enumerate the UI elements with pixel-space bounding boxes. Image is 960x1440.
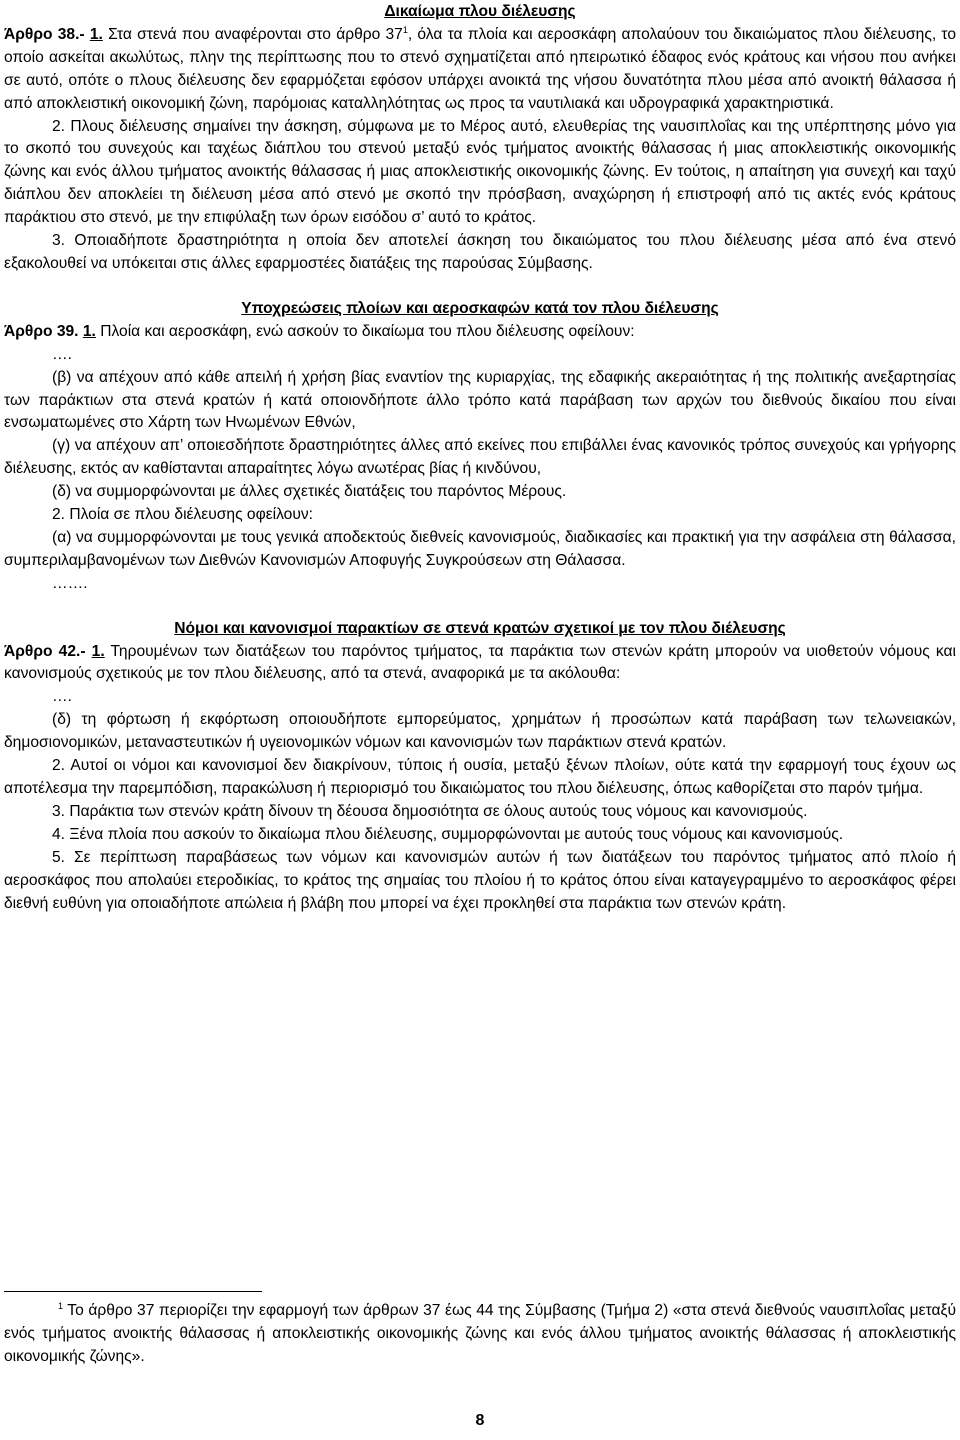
- document-page: [4, 1, 956, 915]
- article-42-paragraph-5: 5. Σε περίπτωση παραβάσεως των νόμων και κανονισμών αυτών ή των διατάξεων του παρόντος τμήματος από πλοίο ή αεροσκάφος που απολαύει ετεροδικίας, το κράτος της σημαίας του πλοίου ή το κράτος όπου είναι καταγεγραμμένο το αεροσκάφος φέρει διεθνή ευθύνη για οποιαδήποτε απώλεια ή βλάβη που μπορεί να έχει προκληθεί στα παράκτια των στενών κράτη.: [4, 848, 956, 912]
- article-38-paragraph-2: 2. Πλους διέλευσης σημαίνει την άσκηση, σύμφωνα με το Μέρος αυτό, ελευθερίας της ναυσιπλοΐας και της υπέρπτησης μόνο για το σκοπό του συνεχούς και ταχέως διάπλου του στενού μεταξύ ενός τμήματος ανοικτής θάλασσας ή μιας αποκλειστικής οικονομικής ζώνης και ενός άλλου τμήματος ανοικτής θάλασσας ή μιας αποκλειστικής οικονομικής ζώνης. Εν τούτοις, η απαίτηση για συνεχή και ταχύ διάπλου δεν αποκλείει τη διέλευση μέσα από στενό με σκοπό την πρόσβαση, αναχώρηση ή επιστροφή από τις ακτές ενός κράτους παράκτιου στο στενό, με την επιφύλαξη των όρων εισόδου σ’ αυτό το κράτος.: [4, 117, 956, 227]
- article-39-text: Πλοία και αεροσκάφη, ενώ ασκούν το δικαίωμα του πλου διέλευσης οφείλουν:: [95, 322, 635, 340]
- article-39-item-d: (δ) να συμμορφώνονται με άλλες σχετικές διατάξεις του παρόντος Μέρους.: [52, 483, 567, 501]
- article-38-label: Άρθρο 38.-: [4, 25, 90, 43]
- article-39-ellipsis-2: …….: [52, 574, 88, 592]
- page-number: 8: [475, 1412, 485, 1429]
- article-39-paragraph-2: 2. Πλοία σε πλου διέλευσης οφείλουν:: [52, 506, 314, 524]
- article-39-paragraph-1: [4, 321, 956, 344]
- article-42-paragraph-3: 3. Παράκτια των στενών κράτη δίνουν τη δέουσα δημοσιότητα σε όλους αυτούς τους νόμους και κανονισμούς.: [52, 802, 808, 820]
- footnote-marker: 1: [58, 1300, 64, 1311]
- article-38-paragraph-1: [4, 24, 956, 116]
- article-39-item-a: (α) να συμμορφώνονται με τους γενικά αποδεκτούς διεθνείς κανονισμούς, διαδικασίες και πρακτική για την ασφάλεια στη θάλασσα, συμπεριλαμβανομένων των Διεθνών Κανονισμών Αποφυγής Συγκρούσεων στη Θάλασσα.: [4, 528, 956, 569]
- section-title-transit-passage-right: Δικαίωμα πλου διέλευσης: [384, 3, 576, 20]
- article-42-text: Τηρουμένων των διατάξεων του παρόντος τμήματος, τα παράκτια των στενών κράτη μπορούν να υιοθετούν νόμους και κανονισμούς σχετικούς με τον πλου διέλευσης, από τα στενά, αναφορικά με τα ακόλουθα:: [4, 642, 956, 683]
- article-42-paragraph-4: 4. Ξένα πλοία που ασκούν το δικαίωμα πλου διέλευσης, συμμορφώνονται με αυτούς τους νόμους και κανονισμούς.: [52, 825, 844, 843]
- article-39-item-c: (γ) να απέχουν απ’ οποιεσδήποτε δραστηριότητες άλλες από εκείνες που επιβάλλει ένας κανονικός τρόπος συνεχούς και γρήγορης διέλευσης, εκτός αν καθίστανται απαραίτητες λόγω ανωτέρας βίας ή κινδύνου,: [4, 437, 956, 478]
- article-42-paragraph-2: 2. Αυτοί οι νόμοι και κανονισμοί δεν διακρίνουν, τύποις ή ουσία, μεταξύ ξένων πλοίων, ούτε κατά την εφαρμογή τους έχουν ως αποτέλεσμα την παρεμπόδιση, παρακώλυση ή περιορισμό του δικαιώματος του πλου διέλευσης, όπως καθορίζεται στο παρόν τμήμα.: [4, 757, 956, 797]
- article-39-number: 1.: [82, 322, 96, 340]
- footnote: [4, 1299, 956, 1368]
- section-title-ship-aircraft-duties: Υποχρεώσεις πλοίων και αεροσκαφών κατά τον πλου διέλευσης: [241, 299, 719, 317]
- article-42-ellipsis: ….: [52, 688, 72, 706]
- footnote-separator: [4, 1291, 262, 1292]
- article-42-number: 1.: [91, 642, 105, 660]
- article-42-paragraph-1: [4, 641, 956, 687]
- footnote-text: Το άρθρο 37 περιορίζει την εφαρμογή των άρθρων 37 έως 44 της Σύμβασης (Τμήμα 2) «στα στενά διεθνούς ναυσιπλοΐας μεταξύ ενός τμήματος ανοικτής θάλασσας ή αποκλειστικής οικονομικής ζώνης και ενός άλλου τμήματος ανοικτής θάλασσας ή αποκλειστικής οικονομικής ζώνης».: [4, 1302, 956, 1365]
- article-42-label: Άρθρο 42.-: [4, 642, 92, 660]
- section-title-coastal-state-laws: Νόμοι και κανονισμοί παρακτίων σε στενά κρατών σχετικοί με τον πλου διέλευσης: [174, 619, 786, 637]
- footnote-reference: 1: [402, 24, 408, 35]
- article-38-paragraph-3: 3. Οποιαδήποτε δραστηριότητα η οποία δεν αποτελεί άσκηση του δικαιώματος του πλου διέλευσης μέσα από ένα στενό εξακολουθεί να υπόκειται στις άλλες εφαρμοστέες διατάξεις της παρούσας Σύμβασης.: [4, 232, 956, 272]
- article-39-ellipsis-1: ….: [52, 345, 72, 363]
- article-38-text-part-1: Στα στενά που αναφέρονται στο άρθρο 37: [102, 25, 403, 43]
- article-39-label: Άρθρο 39.: [4, 322, 83, 340]
- article-39-item-b: (β) να απέχουν από κάθε απειλή ή χρήση βίας εναντίον της κυριαρχίας, της εδαφικής ακεραιότητας ή της πολιτικής ανεξαρτησίας των παράκτιων στα στενά κρατών ή κατά οποιονδήποτε άλλο τρόπο κατά παράβαση των αρχών του διεθνούς δικαίου που είναι ενσωματωμένες στο Χάρτη των Ηνωμένων Εθνών,: [4, 368, 956, 432]
- article-42-item-d: (δ) τη φόρτωση ή εκφόρτωση οποιουδήποτε εμπορεύματος, χρημάτων ή προσώπων κατά παράβαση των τελωνειακών, δημοσιονομικών, μεταναστευτικών ή υγειονομικών νόμων και κανονισμών των παράκτιων στενά κρατών.: [4, 711, 956, 752]
- article-38-text-part-2: , όλα τα πλοία και αεροσκάφη απολαύουν του δικαιώματος πλου διέλευσης, το οποίο ασκείται ακωλύτως, πλην της περίπτωσης που το στενό σχηματίζεται από ηπειρωτικό έδαφος ενός κράτους και νήσου που ανήκει σε αυτό, οπότε ο πλους διέλευσης δεν εφαρμόζεται εφόσον υπάρχει ανοικτά της νήσου δυνατότητα πλου μέσα από ανοικτή θάλασσα ή από αποκλειστική οικονομική ζώνη, παρόμοιας καταλληλότητας ως προς τα ναυτιλιακά και υδρογραφικά χαρακτηριστικά.: [4, 25, 956, 112]
- article-38-number: 1.: [89, 25, 103, 43]
